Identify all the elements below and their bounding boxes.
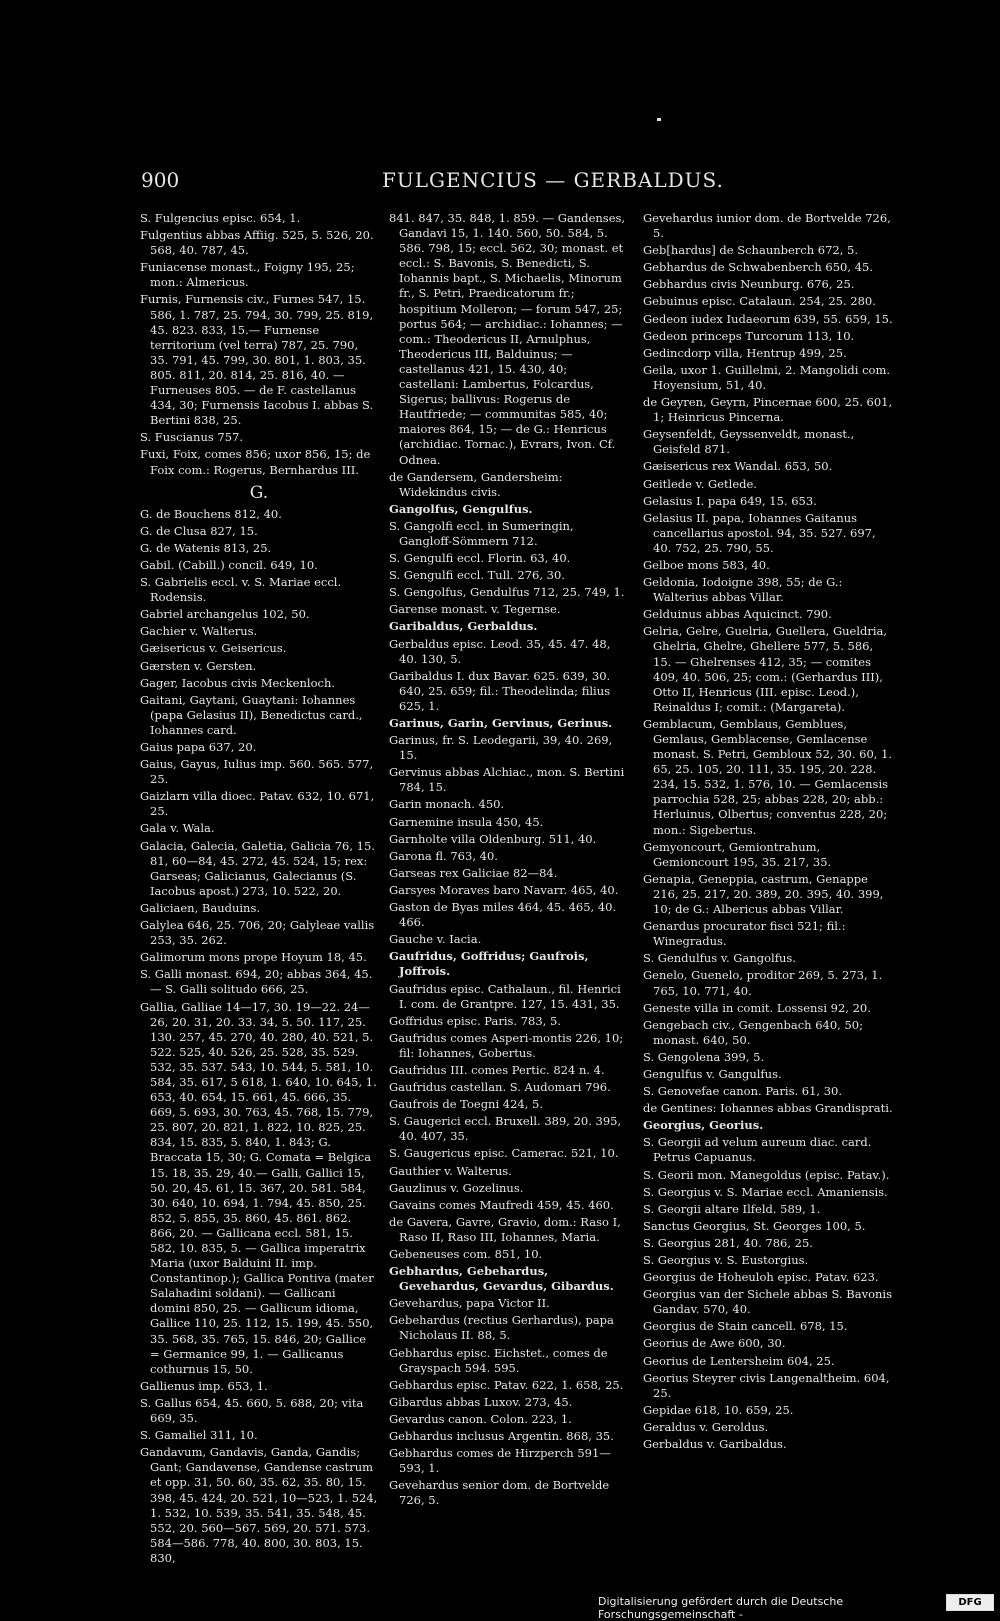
page-header xyxy=(0,168,1000,198)
index-entry: Gelria, Gelre, Guelria, Guellera, Gueldria, Ghelria, Ghelre, Ghellere 577, 5. 586, 15. — Ghelrenses 412, 35; — comites 409, 40. 506, 25; com.: (Gerhardus III), Otto II, Henricus (III. episc. Leod.), Reinaldus I; comit.: (Margareta). xyxy=(643,624,888,714)
index-entry: Gala v. Wala. xyxy=(140,821,215,836)
index-entry: S. Gengolena 399, 5. xyxy=(643,1049,765,1064)
index-entry: Gevardus canon. Colon. 223, 1. xyxy=(389,1411,572,1426)
footer xyxy=(598,1594,998,1621)
index-entry: Galiciaen, Bauduins. xyxy=(140,900,261,915)
index-entry: Geila, uxor 1. Guillelmi, 2. Mangolidi com. Hoyensium, 51, 40. xyxy=(643,362,891,392)
index-entry: Gebehardus (rectius Gerhardus), papa Nicholaus II. 88, 5. xyxy=(389,1313,614,1343)
index-entry: Gepidae 618, 10. 659, 25. xyxy=(643,1402,794,1417)
index-entry: Gaufridus castellan. S. Audomari 796. xyxy=(389,1080,611,1095)
index-entry: Gaius papa 637, 20. xyxy=(140,740,257,754)
index-entry: 841. 847, 35. 848, 1. 859. — Gandenses, Gandavi 15, 1. 140. 560, 50. 584, 5. 586. 798, 15; eccl. 562, 30; monast. et eccl.: S. Bavonis, S. Benedicti, S. Iohannis bapt., S. Michaelis, Minorum fr., S. Petri, Praedicatorum fr.; hospitium Molleron; — forum 547, 25; portus 564; — archidiac.: Iohannes; — com.: Theodericus II, Arnulphus, Theodericus III, Balduinus; — castellanus 421, 15. 430, 40; castellani: Lambertus, Folcardus, Sigerus; ballivus: Rogerus de Hautfriede; — communitas 585, 40; maiores 864, 15; — de G.: Henricus (archidiac. Tornac.), Evrars, Ivon. Cf. Odnea. xyxy=(389,211,626,467)
index-column-2 xyxy=(389,211,629,1566)
index-entry: S. Georgii ad velum aureum diac. card. Petrus Capuanus. xyxy=(643,1135,872,1165)
index-entry: Gerbaldus v. Garibaldus. xyxy=(643,1437,787,1452)
index-entry: Gaufridus episc. Cathalaun., fil. Henrici I. com. de Grantpre. 127, 15. 431, 35. xyxy=(389,981,621,1011)
index-entry: Gevehardus senior dom. de Bortvelde 726, 5. xyxy=(389,1478,610,1508)
index-heading: Gangolfus, Gengulfus. xyxy=(389,501,533,516)
index-entry: S. Gangolfi eccl. in Sumeringin, Gangloff-Sömmern 712. xyxy=(389,518,574,548)
index-entry: Garona fl. 763, 40. xyxy=(389,848,498,863)
index-entry: Garnholte villa Oldenburg. 511, 40. xyxy=(389,831,597,846)
index-entry: Garnemine insula 450, 45. xyxy=(389,814,544,829)
index-entry: Gauthier v. Walterus. xyxy=(389,1163,512,1178)
index-entry: Garsyes Moraves baro Navarr. 465, 40. xyxy=(389,882,619,897)
index-entry: G. de Clusa 827, 15. xyxy=(140,523,258,538)
index-entry: S. Gaugerici eccl. Bruxell. 389, 20. 395, 40. 407, 35. xyxy=(389,1114,622,1144)
index-entry: de Gavera, Gavre, Gravio, dom.: Raso I, Raso II, Raso III, Iohannes, Maria. xyxy=(389,1214,621,1244)
index-entry: S. Georgius v. S. Mariae eccl. Amaniensis. xyxy=(643,1184,888,1199)
index-entry: Geitlede v. Getlede. xyxy=(643,476,757,491)
index-entry: Gebhardus episc. Eichstet., comes de Grayspach 594. 595. xyxy=(389,1345,608,1375)
index-entry: Gauzlinus v. Gozelinus. xyxy=(389,1180,524,1195)
index-entry: G. de Watenis 813, 25. xyxy=(140,540,272,555)
index-entry: Garseas rex Galiciae 82—84. xyxy=(389,865,558,880)
index-entry: Georgius de Stain cancell. 678, 15. xyxy=(643,1319,848,1334)
index-entry: Sanctus Georgius, St. Georges 100, 5. xyxy=(643,1218,866,1233)
index-entry: Gallienus imp. 653, 1. xyxy=(140,1378,268,1393)
index-entry: Georgius de Hoheuloh episc. Patav. 623. xyxy=(643,1270,879,1285)
index-entry: S. Gabrielis eccl. v. S. Mariae eccl. Rodensis. xyxy=(140,575,342,605)
index-entry: Gevehardus, papa Victor II. xyxy=(389,1296,550,1311)
index-heading: Gebhardus, Gebehardus, Gevehardus, Gevardus, Gibardus. xyxy=(389,1264,614,1294)
index-entry: Galimorum mons prope Hoyum 18, 45. xyxy=(140,950,367,965)
index-column-3 xyxy=(643,211,893,1566)
scan-speck xyxy=(657,118,661,121)
index-entry: de Geyren, Geyrn, Pincernae 600, 25. 601, 1; Heinricus Pincerna. xyxy=(643,395,893,425)
index-entry: Gemblacum, Gemblaus, Gemblues, Gemlaus, Gemblacense, Gemlacense monast. S. Petri, Gembloux 52, 30. 60, 1. 65, 25. 105, 20. 111, 35. 195, 20. 228. 234, 15. 532, 1. 576, 10. — Gemlacensis parrochia 528, 25; abbas 228, 20; abb.: Herluinus, Olbertus; conventus 228, 20; mon.: Sigebertus. xyxy=(643,716,893,837)
index-entry: Gebhardus de Schwabenberch 650, 45. xyxy=(643,260,873,275)
index-entry: Gelasius II. papa, Iohannes Gaitanus cancellarius apostol. 94, 35. 527. 697, 40. 752, 25. 790, 55. xyxy=(643,510,876,555)
index-entry: Gaufridus III. comes Pertic. 824 n. 4. xyxy=(389,1062,605,1077)
index-entry: S. Genovefae canon. Paris. 61, 30. xyxy=(643,1084,843,1099)
index-entry: S. Georii mon. Manegoldus (episc. Patav.). xyxy=(643,1167,890,1182)
index-entry: S. Gengulfi eccl. Florin. 63, 40. xyxy=(389,551,571,566)
index-entry: Gervinus abbas Alchiac., mon. S. Bertini 784, 15. xyxy=(389,765,625,795)
index-entry: Gaius, Gayus, Iulius imp. 560. 565. 577, 25. xyxy=(140,757,374,787)
index-entry: Gebhardus episc. Patav. 622, 1. 658, 25. xyxy=(389,1377,624,1392)
index-entry: Gaitani, Gaytani, Guaytani: Iohannes (papa Gelasius II), Benedictus card., Iohannes card. xyxy=(140,692,363,737)
index-heading: Georgius, Georius. xyxy=(643,1118,764,1133)
index-entry: Gavains comes Maufredi 459, 45. 460. xyxy=(389,1197,614,1212)
index-entry: S. Georgius v. S. Eustorgius. xyxy=(643,1253,809,1267)
index-entry: Gærsten v. Gersten. xyxy=(140,658,257,673)
index-entry: Gebhardus comes de Hirzperch 591—593, 1. xyxy=(389,1446,611,1476)
index-entry: Gæisericus rex Wandal. 653, 50. xyxy=(643,459,833,474)
index-entry: Gebhardus inclusus Argentin. 868, 35. xyxy=(389,1429,614,1444)
index-entry: Gæisericus v. Geisericus. xyxy=(140,641,287,656)
index-heading: Garibaldus, Gerbaldus. xyxy=(389,619,538,634)
index-entry: S. Galli monast. 694, 20; abbas 364, 45. — S. Galli solitudo 666, 25. xyxy=(140,967,373,997)
footer-text: Digitalisierung gefördert durch die Deutsche Forschungsgemeinschaft - xyxy=(598,1595,844,1621)
index-entry: Gedeon princeps Turcorum 113, 10. xyxy=(643,328,855,343)
index-entry: S. Gengolfus, Gendulfus 712, 25. 749, 1. xyxy=(389,585,625,600)
section-letter: G. xyxy=(249,482,269,503)
index-entry: Gengulfus v. Gangulfus. xyxy=(643,1066,782,1081)
index-heading: Gaufridus, Goffridus; Gaufrois, Joffrois. xyxy=(389,949,589,979)
index-entry: Garin monach. 450. xyxy=(389,797,505,812)
index-entry: Gauche v. Iacia. xyxy=(389,932,482,947)
index-entry: Gibardus abbas Luxov. 273, 45. xyxy=(389,1394,573,1409)
index-entry: Gedincdorp villa, Hentrup 499, 25. xyxy=(643,345,847,360)
index-entry: S. Fuscianus 757. xyxy=(140,430,244,445)
index-entry: Furnis, Furnensis civ., Furnes 547, 15. 586, 1. 787, 25. 794, 30. 799, 25. 819, 45. 823. 833, 15.— Furnense territorium (vel terra) 787, 25. 790, 35. 791, 45. 799, 30. 801, 1. 803, 35. 805. 811, 20. 814, 25. 816, 40. — Furneuses 805. — de F. castellanus 434, 30; Furnensis Iacobus I. abbas S. Bertini 838, 25. xyxy=(140,292,374,428)
index-entry: S. Georgius 281, 40. 786, 25. xyxy=(643,1235,813,1250)
index-entry: Georgius van der Sichele abbas S. Bavonis Gandav. 570, 40. xyxy=(643,1287,892,1317)
index-entry: Gelboe mons 583, 40. xyxy=(643,557,770,572)
page-title: FULGENCIUS — GERBALDUS. xyxy=(382,168,724,192)
index-entry: Garinus, fr. S. Leodegarii, 39, 40. 269, 15. xyxy=(389,733,613,763)
index-entry: Garibaldus I. dux Bavar. 625. 639, 30. 640, 25. 659; fil.: Theodelinda; filius 625, 1. xyxy=(389,668,611,713)
index-entry: S. Gendulfus v. Gangolfus. xyxy=(643,951,796,966)
index-entry: Gebhardus civis Neunburg. 676, 25. xyxy=(643,277,855,292)
index-entry: G. de Bouchens 812, 40. xyxy=(140,506,282,521)
index-entry: Georius de Lentersheim 604, 25. xyxy=(643,1353,835,1368)
index-entry: Gelduinus abbas Aquicinct. 790. xyxy=(643,607,832,622)
index-entry: Genapia, Geneppia, castrum, Genappe 216, 25. 217, 20. 389, 20. 395, 40. 399, 10; de G.: Albericus abbas Villar. xyxy=(643,871,884,917)
index-entry: Georius Steyrer civis Langenaltheim. 604, 25. xyxy=(643,1370,890,1400)
index-entry: Gallia, Galliae 14—17, 30. 19—22. 24—26, 20. 31, 20. 33. 34, 5. 50. 117, 25. 130. 257, 45. 270, 40. 280, 40. 521, 5. 522. 525, 40. 526, 25. 528, 35. 529. 532, 35. 537. 543, 10. 544, 5. 581, 10. 584, 35. 617, 5 618, 1. 640, 10. 645, 1. 653, 40. 654, 15. 661, 45. 666, 35. 669, 5. 693, 30. 763, 45. 768, 15. 779, 25. 807, 20. 821, 1. 822, 10. 825, 25. 834, 15. 835, 5. 840, 1. 843; G. Braccata 15, 30; G. Comata = Belgica 15. 18, 35. 29, 40.— Galli, Gallici 15, 50. 20, 45. 61, 15. 367, 20. 581. 584, 30. 640, 10. 694, 1. 794, 45. 850, 25. 852, 5. 855, 35. 860, 45. 861. 862. 866, 20. — Gallicana eccl. 581, 15. 582, 10. 835, 5. — Gallica imperatrix Maria (uxor Balduini II. imp. Constantinop.); Gallica Pontiva (mater Salahadini soldani). — Gallicani domini 850, 25. — Gallicum idioma, Gallice 110, 25. 112, 15. 199, 45. 550, 35. 568, 35. 765, 15. 846, 20; Gallice = Germanice 99, 1. — Gallicanus cothurnus 15, 50. xyxy=(140,999,377,1376)
index-entry: S. Gengulfi eccl. Tull. 276, 30. xyxy=(389,568,565,583)
index-entry: Geraldus v. Geroldus. xyxy=(643,1419,769,1434)
index-entry: Gabil. (Cabill.) concil. 649, 10. xyxy=(140,557,318,572)
index-entry: Gemyoncourt, Gemiontrahum, Gemioncourt 195, 35. 217, 35. xyxy=(643,839,832,869)
index-entry: Gebeneuses com. 851, 10. xyxy=(389,1247,543,1261)
index-entry: Georius de Awe 600, 30. xyxy=(643,1336,786,1351)
index-entry: Gerbaldus episc. Leod. 35, 45. 47. 48, 40. 130, 5. xyxy=(389,636,611,666)
index-entry: Geb[hardus] de Schaunberch 672, 5. xyxy=(643,243,859,258)
index-entry: Gaufridus comes Asperi-montis 226, 10; fil: Iohannes, Gobertus. xyxy=(389,1030,624,1060)
index-entry: Gandavum, Gandavis, Ganda, Gandis; Gant; Gandavense, Gandense castrum et opp. 31, 50. 60, 35. 62, 35. 80, 15. 398, 45. 424, 20. 521, 10—523, 1. 524, 1. 532, 10. 539, 35. 541, 35. 548, 45. 552, 20. 560—567. 569, 20. 571. 573. 584—586. 778, 40. 800, 30. 803, 15. 830, xyxy=(140,1445,378,1565)
index-entry: Gaston de Byas miles 464, 45. 465, 40. 466. xyxy=(389,900,617,930)
index-entry: Gengebach civ., Gengenbach 640, 50; monast. 640, 50. xyxy=(643,1017,863,1047)
index-entry: Geysenfeldt, Geyssenveldt, monast., Geisfeld 871. xyxy=(643,427,855,457)
index-entry: Gebuinus episc. Catalaun. 254, 25. 280. xyxy=(643,294,876,309)
index-entry: de Gandersem, Gandersheim: Widekindus civis. xyxy=(389,469,563,499)
index-entry: Fuxi, Foix, comes 856; uxor 856, 15; de Foix com.: Rogerus, Bernhardus III. xyxy=(140,447,371,477)
index-entry: Galylea 646, 25. 706, 20; Galyleae vallis 253, 35. 262. xyxy=(140,918,375,948)
index-entry: S. Gamaliel 311, 10. xyxy=(140,1428,258,1443)
index-entry: de Gentines: Iohannes abbas Grandisprati. xyxy=(643,1101,893,1116)
index-entry: Gedeon iudex Iudaeorum 639, 55. 659, 15. xyxy=(643,311,893,326)
index-heading: Garinus, Garin, Gervinus, Gerinus. xyxy=(389,716,613,730)
index-entry: Galacia, Galecia, Galetia, Galicia 76, 15. 81, 60—84, 45. 272, 45. 524, 15; rex: Garseas; Galicianus, Galecianus (S. Iacobus apost.) 273, 10. 522, 20. xyxy=(140,838,375,898)
index-entry: S. Gaugericus episc. Camerac. 521, 10. xyxy=(389,1146,619,1161)
index-entry: Fulgentius abbas Affiig. 525, 5. 526, 20. 568, 40. 787, 45. xyxy=(140,228,374,258)
index-entry: Gachier v. Walterus. xyxy=(140,624,258,639)
index-entry: Garense monast. v. Tegernse. xyxy=(389,602,561,617)
index-entry: Gaizlarn villa dioec. Patav. 632, 10. 671, 25. xyxy=(140,789,375,819)
index-entry: Genardus procurator fisci 521; fil.: Winegradus. xyxy=(643,919,846,949)
index-entry: Gevehardus iunior dom. de Bortvelde 726, 5. xyxy=(643,211,891,241)
page-number: 900 xyxy=(141,168,180,192)
index-entry: Gager, Iacobus civis Meckenloch. xyxy=(140,675,336,690)
dfg-logo: DFG xyxy=(946,1594,994,1611)
index-entry: Geneste villa in comit. Lossensi 92, 20. xyxy=(643,1000,871,1015)
index-entry: Goffridus episc. Paris. 783, 5. xyxy=(389,1013,561,1028)
index-entry: Gabriel archangelus 102, 50. xyxy=(140,607,310,622)
index-entry: Geldonia, Iodoigne 398, 55; de G.: Walterius abbas Villar. xyxy=(643,575,843,605)
index-entry: Funiacense monast., Foigny 195, 25; mon.: Almericus. xyxy=(140,260,355,290)
index-entry: Genelo, Guenelo, proditor 269, 5. 273, 1. 765, 10. 771, 40. xyxy=(643,968,883,998)
index-entry: Gelasius I. papa 649, 15. 653. xyxy=(643,493,817,508)
index-entry: S. Fulgencius episc. 654, 1. xyxy=(140,211,301,225)
index-entry: Gaufrois de Toegni 424, 5. xyxy=(389,1097,544,1112)
index-entry: S. Gallus 654, 45. 660, 5. 688, 20; vita 669, 35. xyxy=(140,1395,364,1426)
index-column-1 xyxy=(140,211,378,1566)
index-entry: S. Georgii altare Ilfeld. 589, 1. xyxy=(643,1201,821,1216)
